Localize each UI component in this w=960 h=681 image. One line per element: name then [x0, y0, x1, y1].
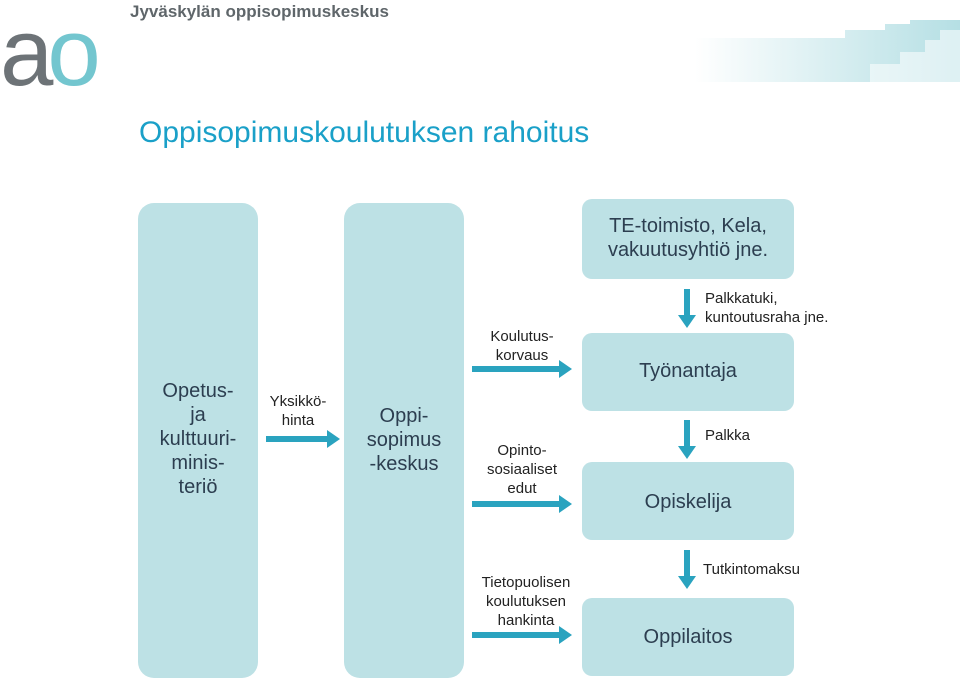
wage-subsidy-label — [705, 289, 828, 327]
wage-subsidy-line: Palkkatuki, — [705, 290, 778, 307]
arrow-center-to-student — [472, 501, 560, 507]
arrow-employer-to-student — [684, 420, 690, 447]
decorative-stairs-graphic — [695, 20, 960, 82]
te-office-label — [582, 214, 794, 262]
ministry-line: Opetus- — [162, 380, 234, 402]
ministry-line: ja — [190, 404, 206, 426]
training-comp-line: korvaus — [495, 347, 549, 364]
procurement-line: hankinta — [497, 612, 555, 629]
salary-label: Palkka — [705, 427, 751, 444]
study-benefits-line: Opinto- — [497, 442, 547, 459]
arrow-ministry-to-center — [266, 436, 328, 442]
wage-subsidy-line: kuntoutusraha jne. — [705, 309, 829, 326]
center-line: sopimus — [366, 429, 442, 451]
unit-price-label — [258, 392, 338, 430]
logo-letter-a: a — [0, 0, 48, 106]
ministry-line: kulttuuri- — [159, 428, 237, 450]
study-benefits-line: sosiaaliset — [486, 461, 558, 478]
arrow-to-school — [684, 550, 690, 577]
student-label: Opiskelija — [644, 491, 732, 513]
center-line: Oppi- — [379, 405, 429, 427]
procurement-line: Tietopuolisen — [481, 574, 571, 591]
school-label: Oppilaitos — [643, 626, 733, 648]
te-office-line: TE-toimisto, Kela, — [609, 215, 767, 237]
procurement-label — [466, 573, 586, 630]
page-title: Oppisopimuskoulutuksen rahoitus — [139, 116, 590, 149]
arrow-center-to-employer — [472, 366, 560, 372]
unit-price-line: Yksikkö- — [269, 393, 327, 410]
arrow-te-to-employer — [684, 289, 690, 316]
procurement-line: koulutuksen — [485, 593, 567, 610]
ministry-line: minis- — [171, 452, 225, 474]
study-benefits-line: edut — [507, 480, 537, 497]
ministry-line: teriö — [178, 476, 218, 498]
te-office-line: vakuutusyhtiö jne. — [607, 239, 769, 261]
center-label — [344, 404, 464, 476]
training-comp-line: Koulutus- — [490, 328, 554, 345]
ao-logo — [0, 0, 95, 106]
unit-price-line: hinta — [281, 412, 315, 429]
logo-letter-o: o — [47, 0, 95, 106]
degree-fee-label: Tutkintomaksu — [703, 561, 800, 578]
arrow-center-to-school — [472, 632, 560, 638]
training-compensation-label — [472, 327, 572, 365]
org-name: Jyväskylän oppisopimuskeskus — [130, 2, 389, 21]
employer-label: Työnantaja — [639, 360, 737, 382]
study-benefits-label — [472, 441, 572, 498]
center-line: -keskus — [369, 453, 439, 475]
ministry-label — [138, 379, 258, 499]
